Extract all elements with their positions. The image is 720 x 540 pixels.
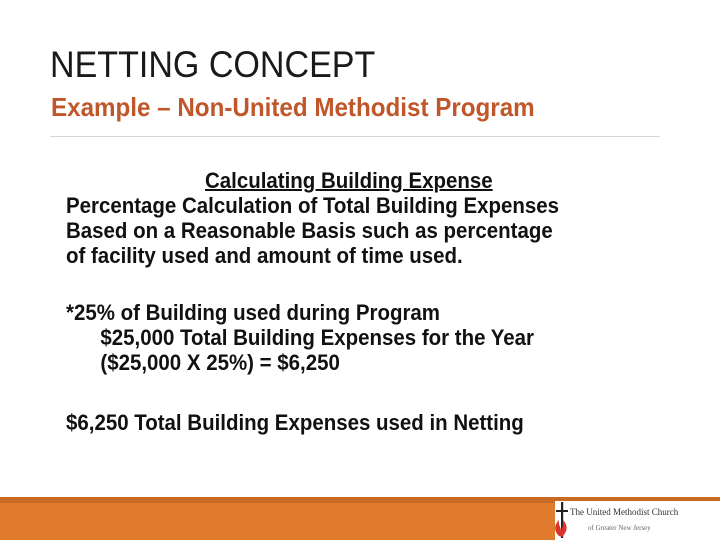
cross-and-flame-logo-icon [550, 500, 574, 540]
netting-summary: $6,250 Total Building Expenses used in Netting [66, 410, 524, 435]
title-divider [50, 136, 660, 137]
paragraph-line: Percentage Calculation of Total Building Expenses [66, 193, 560, 218]
slide-title: NETTING CONCEPT [50, 44, 376, 85]
calculation-line: ($25,000 X 25%) = $6,250 [100, 350, 340, 375]
paragraph-building-usage [66, 300, 534, 375]
total-expense-line: $25,000 Total Building Expenses for the Year [100, 325, 535, 350]
org-subtitle: of Greater New Jersey [588, 524, 651, 532]
usage-line: *25% of Building used during Program [66, 300, 441, 325]
slide-subtitle: Example – Non-United Methodist Program [51, 92, 535, 122]
paragraph-percentage-calculation [66, 193, 559, 268]
paragraph-line: Based on a Reasonable Basis such as percentage [66, 218, 553, 243]
paragraph-line: of facility used and amount of time used. [66, 243, 463, 268]
section-heading: Calculating Building Expense [205, 168, 493, 193]
org-name: The United Methodist Church [570, 507, 679, 517]
